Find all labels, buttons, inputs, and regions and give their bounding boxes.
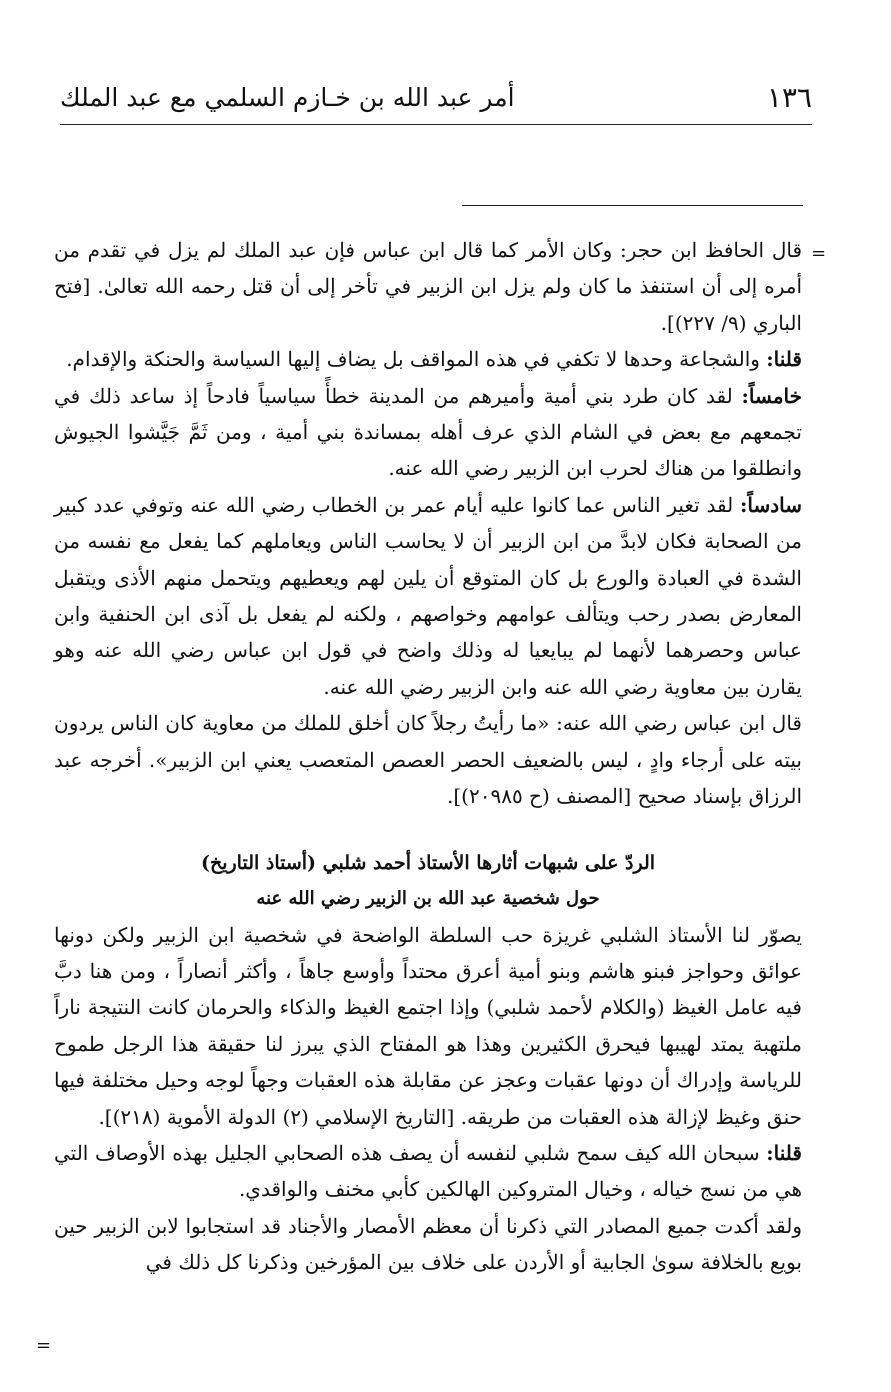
paragraph-text: يصوّر لنا الأستاذ الشلبي غريزة حب السلطة الواضحة في شخصية ابن الزبير ولكن دونها عوائق وحواجز فبنو هاشم وبنو أمية أعرق محتداً وأوسع جاهاً ، وأكثر أنصاراً ، ومن هنا دبَّ فيه عامل الغيظ (والكلام لأحمد شلبي) وإذا اجتمع الغيظ والذكاء والحرمان كانت النتيجة ناراً ملتهبة يمتد لهيبها فيحرق الكثيرين وهذا هو المفتاح الذي يبرز لنا حقيقة هذا الرجل طموح للرياسة وإدراك أن دونها عقبات وعجز عن مقابلة هذه العقبات وجهاً لوجه وحيل مختلفة فيها حنق وغيظ لإزالة هذه العقبات من طريقه. [التاريخ الإسلامي (٢) الدولة الأموية (٢١٨)]. (54, 922, 802, 1129)
paragraph-text: سبحان الله كيف سمح شلبي لنفسه أن يصف هذه الصحابي الجليل بهذه الأوصاف التي هي من نسج خياله ، وخيال المتروكين الهالكين كأبي مخنف والواقدي. (54, 1140, 802, 1202)
paragraph-ibn-hajar (54, 232, 802, 341)
paragraph-qulna (54, 341, 802, 377)
page-number: ١٣٦ (766, 81, 812, 114)
paragraph-text: قال ابن عباس رضي الله عنه: «ما رأيتُ رجلاً كان أخلق للملك من معاوية كان الناس يردون بيته على أرجاء وادٍ ، ليس بالضعيف الحصر العصص المتعصب يعني ابن الزبير». أخرجه عبد الرزاق بإسناد صحيح [المصنف (ح ٢٠٩٨٥)]. (54, 711, 802, 809)
section-heading: الردّ على شبهات أثارها الأستاذ أحمد شلبي (أستاذ التاريخ) (200, 851, 656, 874)
paragraph-lead: قلنا: (766, 1140, 802, 1165)
paragraph-qulna-response (54, 1135, 802, 1208)
paragraph-text: لقد تغير الناس عما كانوا عليه أيام عمر بن الخطاب رضي الله عنه وتوفي عدد كبير من الصحابة فكان لابدَّ من ابن الزبير أن لا يحاسب الناس ويعاملهم كما يفعل مع نفسه من الشدة في العبادة والورع بل كان المتوقع أن يلين لهم ويعطيهم ويتحمل منهم الأذى ويتقبل المعارض بصدر رحب ويتألف عوامهم وخواصهم ، ولكنه لم يفعل بل آذى ابن الحنفية وابن عباس وحصرهما لأنهما لم يبايعيا له وذلك واضح في قول ابن عباس رضي الله عنه وهو يقارن بين معاوية رضي الله عنه وابن الزبير رضي الله عنه. (54, 492, 802, 699)
section-subheading: حول شخصية عبد الله بن الزبير رضي الله عنه (256, 887, 600, 909)
paragraph-fifth (54, 378, 802, 487)
paragraph-text: لقد كان طرد بني أمية وأميرهم من المدينة خطأً سياسياً فادحاً إذ ساعد ذلك في تجمعهم مع بعض في الشام الذي عرف أهله بمساندة بني أمية ، ومن ثَمَّ جَيَّشوا الجيوش وانطلقوا من هناك لحرب ابن الزبير رضي الله عنه. (54, 383, 802, 481)
paragraph-text: والشجاعة وحدها لا تكفي في هذه المواقف بل يضاف إليها السياسة والحنكة والإقدام. (66, 347, 767, 372)
paragraph-lead: خامساً: (741, 383, 802, 408)
paragraph-sixth (54, 487, 802, 705)
continuation-mark-top: = (811, 243, 827, 264)
continuation-mark-bottom: = (36, 1335, 52, 1356)
paragraph-ibn-abbas-quote (54, 705, 802, 814)
footnote-separator (462, 205, 803, 206)
page-body (54, 232, 802, 1281)
page-header (60, 78, 812, 118)
paragraph-text: ولقد أكدت جميع المصادر التي ذكرنا أن معظم الأمصار والأجناد قد استجابوا لابن الزبير حين بويع بالخلافة سوىٰ الجابية أو الأردن على خلاف بين المؤرخين وذكرنا كل ذلك في (54, 1213, 802, 1275)
paragraph-lead: سادساً: (740, 492, 802, 517)
paragraph-shalabi-claim (54, 917, 802, 1135)
paragraph-lead: قلنا: (766, 347, 802, 372)
paragraph-text: قال الحافظ ابن حجر: وكان الأمر كما قال ابن عباس فإن عبد الملك لم يزل في تقدم من أمره إلى أن استنفذ ما كان ولم يزل ابن الزبير في تأخر إلى أن قتل رحمه الله تعالىٰ. [فتح الباري (٩/ ٢٢٧)]. (54, 238, 802, 335)
paragraph-sources (54, 1208, 802, 1281)
section-spacer (54, 815, 802, 845)
header-rule (60, 124, 812, 125)
running-title: أمر عبد الله بن خـازم السلمي مع عبد الملك (60, 83, 515, 112)
